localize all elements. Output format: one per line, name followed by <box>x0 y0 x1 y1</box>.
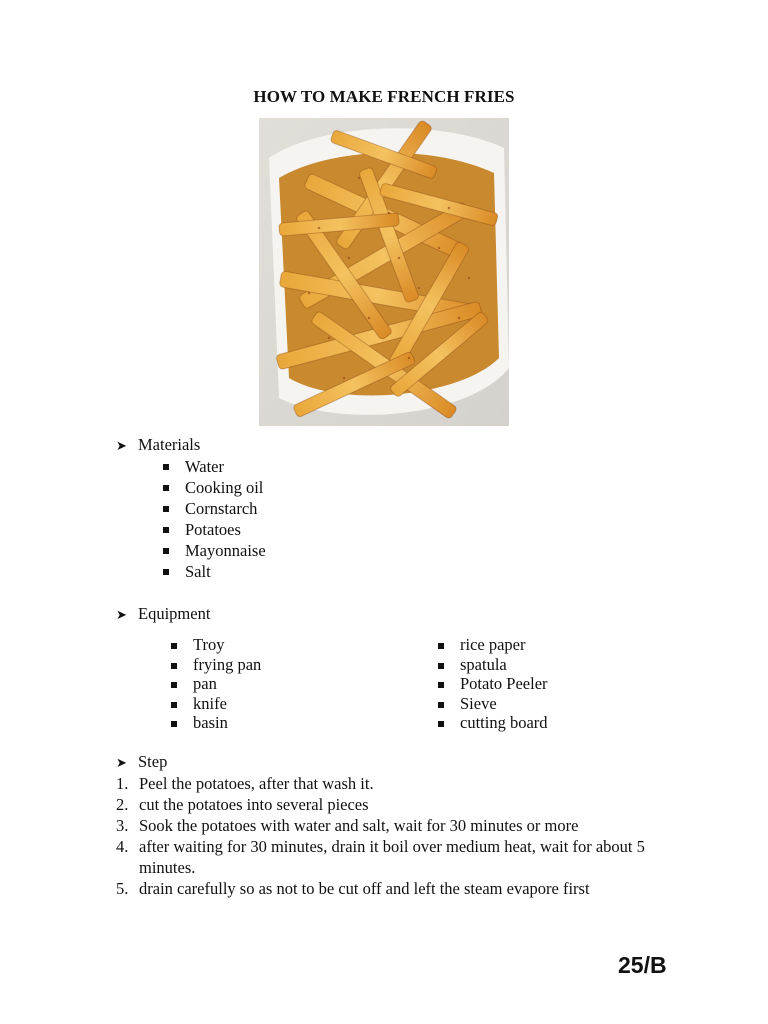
list-item: Cooking oil <box>163 477 266 498</box>
list-item: cutting board <box>438 713 548 733</box>
list-item: pan <box>171 674 261 694</box>
list-item: Potatoes <box>163 519 266 540</box>
list-item: knife <box>171 694 261 714</box>
materials-list <box>163 456 266 582</box>
square-bullet-icon <box>163 527 169 533</box>
square-bullet-icon <box>171 643 177 649</box>
step-item: 1. Peel the potatoes, after that wash it. <box>116 774 374 793</box>
equipment-list-right <box>438 635 548 733</box>
french-fries-photo <box>259 118 509 426</box>
list-item: basin <box>171 713 261 733</box>
square-bullet-icon <box>438 682 444 688</box>
arrow-bullet-icon: ➤ <box>116 607 127 622</box>
square-bullet-icon <box>438 643 444 649</box>
square-bullet-icon <box>163 569 169 575</box>
materials-heading: ➤ Materials <box>116 434 200 456</box>
square-bullet-icon <box>163 485 169 491</box>
list-item: Mayonnaise <box>163 540 266 561</box>
page-number: 25/B <box>618 952 667 978</box>
list-item: Water <box>163 456 266 477</box>
square-bullet-icon <box>438 663 444 669</box>
square-bullet-icon <box>171 663 177 669</box>
step-item: 2. cut the potatoes into several pieces <box>116 795 369 814</box>
list-item: Troy <box>171 635 261 655</box>
list-item: Cornstarch <box>163 498 266 519</box>
step-item: 3. Sook the potatoes with water and salt, wait for 30 minutes or more <box>116 816 579 835</box>
square-bullet-icon <box>171 702 177 708</box>
page-title: HOW TO MAKE FRENCH FRIES <box>253 87 515 106</box>
square-bullet-icon <box>163 464 169 470</box>
square-bullet-icon <box>171 721 177 727</box>
square-bullet-icon <box>171 682 177 688</box>
steps-heading: ➤ Step <box>116 751 167 773</box>
list-item: Sieve <box>438 694 548 714</box>
equipment-heading: ➤ Equipment <box>116 603 210 625</box>
list-item: spatula <box>438 655 548 675</box>
list-item: Potato Peeler <box>438 674 548 694</box>
arrow-bullet-icon: ➤ <box>116 755 127 770</box>
square-bullet-icon <box>438 702 444 708</box>
step-item: 4. after waiting for 30 minutes, drain it boil over medium heat, wait for about 5 minutes. <box>116 837 645 877</box>
equipment-list-left <box>171 635 261 733</box>
arrow-bullet-icon: ➤ <box>116 438 127 453</box>
list-item: frying pan <box>171 655 261 675</box>
square-bullet-icon <box>163 548 169 554</box>
list-item: rice paper <box>438 635 548 655</box>
square-bullet-icon <box>163 506 169 512</box>
list-item: Salt <box>163 561 266 582</box>
square-bullet-icon <box>438 721 444 727</box>
steps-list <box>116 773 656 899</box>
step-item: 5. drain carefully so as not to be cut off and left the steam evapore first <box>116 879 590 898</box>
